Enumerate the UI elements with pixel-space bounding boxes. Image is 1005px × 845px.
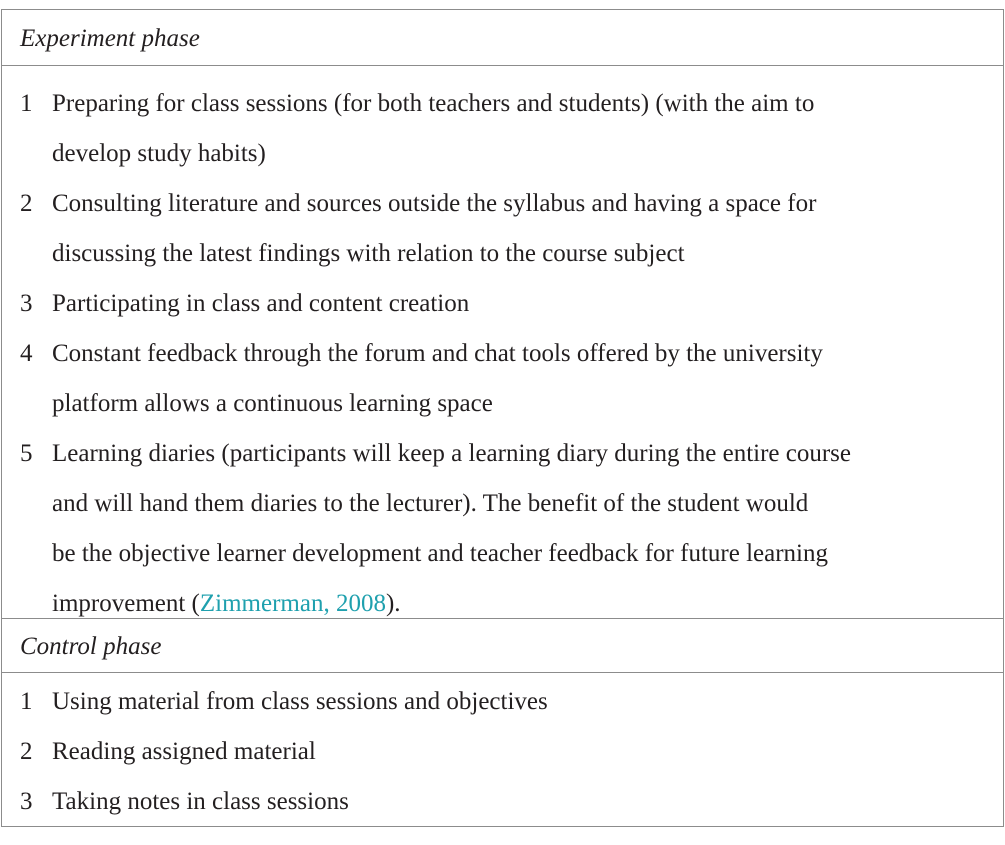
control-phase-header: Control phase	[20, 632, 162, 660]
item-number: 2	[20, 738, 33, 765]
phases-table	[1, 9, 1004, 827]
item-text: Learning diaries (participants will keep a learning diary during the entire course and will hand them diaries to the lecturer). The benefit of the student would be the objective learner development and teacher feedback for future learning improvement (Zimmerman, 2008).	[52, 440, 851, 617]
item-text: Taking notes in class sessions	[52, 788, 349, 815]
item-text: Reading assigned material	[52, 738, 316, 765]
item-number: 1	[20, 90, 33, 117]
item-text: Consulting literature and sources outside the syllabus and having a space for discussing the latest findings with relation to the course subject	[52, 190, 817, 267]
item-text: Constant feedback through the forum and chat tools offered by the university platform allows a continuous learning space	[52, 340, 823, 417]
item-text: Participating in class and content creation	[52, 290, 470, 317]
item-number: 5	[20, 440, 33, 467]
item-text: Preparing for class sessions (for both teachers and students) (with the aim to develop study habits)	[52, 90, 815, 167]
item-number: 2	[20, 190, 33, 217]
header-divider	[2, 672, 1003, 673]
citation-link[interactable]: Zimmerman, 2008	[199, 590, 386, 617]
item-number: 3	[20, 788, 33, 815]
item-number: 3	[20, 290, 33, 317]
header-divider	[2, 65, 1003, 66]
item-number: 4	[20, 340, 33, 367]
experiment-phase-header: Experiment phase	[20, 24, 200, 52]
item-number: 1	[20, 688, 33, 715]
item-text: Using material from class sessions and objectives	[52, 688, 548, 715]
section-divider	[2, 618, 1003, 619]
